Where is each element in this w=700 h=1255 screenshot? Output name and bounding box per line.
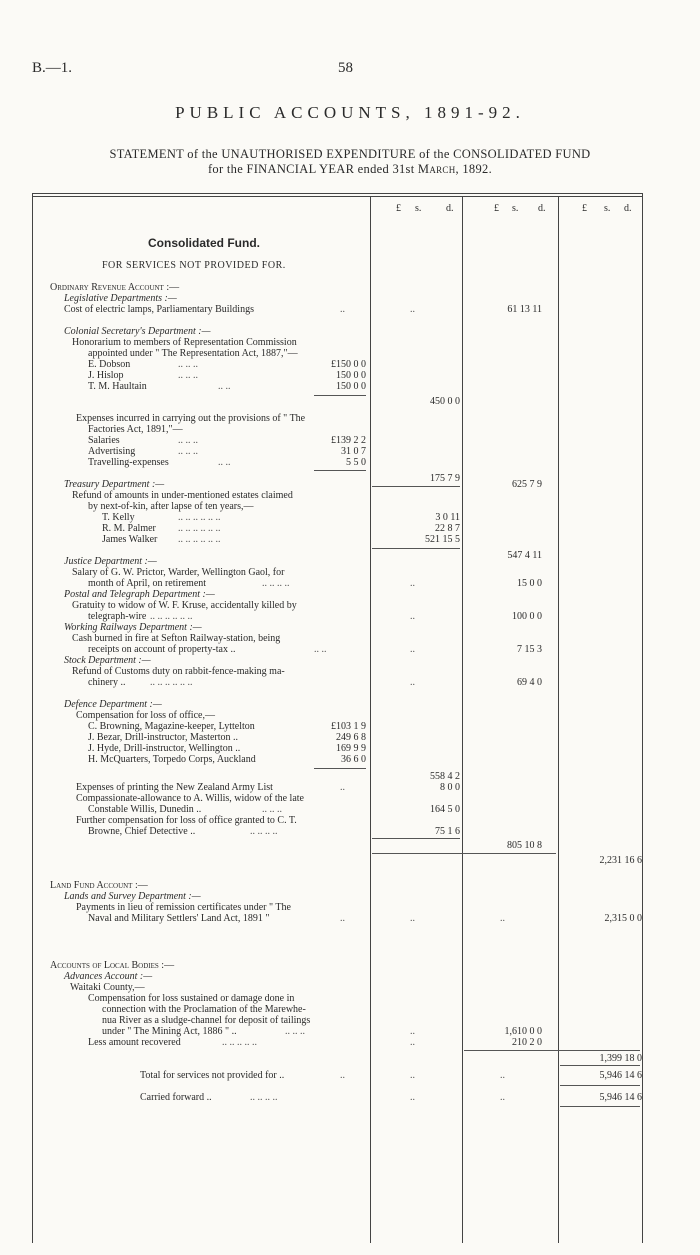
defence-dept: Defence Department :— bbox=[64, 699, 162, 710]
justice-total: 15 0 0 bbox=[517, 578, 542, 589]
carried-amount: 5,946 14 6 bbox=[599, 1092, 642, 1103]
member-name: J. Hislop bbox=[88, 370, 124, 381]
printing-line: Expenses of printing the New Zealand Army List bbox=[76, 782, 273, 793]
land-line2: Naval and Military Settlers' Land Act, 1891 " bbox=[88, 913, 270, 924]
compassionate-line2: Constable Willis, Dunedin .. bbox=[88, 804, 202, 815]
land-col2-placeholder: .. bbox=[500, 913, 505, 924]
justice-col1-placeholder: .. bbox=[410, 578, 415, 589]
factory-amount: 5 5 0 bbox=[346, 457, 366, 468]
member-name: T. M. Haultain bbox=[88, 381, 147, 392]
col1-rule bbox=[370, 196, 371, 1243]
factory-dots: .. .. bbox=[218, 457, 231, 468]
section-subtitle: FOR SERVICES NOT PROVIDED FOR. bbox=[102, 260, 286, 271]
section-title: Consolidated Fund. bbox=[148, 236, 260, 250]
table-top-rule-2 bbox=[32, 196, 642, 197]
postal-line2: telegraph-wire bbox=[88, 611, 147, 622]
defence-total: 805 10 8 bbox=[507, 840, 542, 851]
defence-amount: 36 6 0 bbox=[341, 754, 366, 765]
estate-name: James Walker bbox=[102, 534, 158, 545]
legislative-dept: Legislative Departments :— bbox=[64, 293, 177, 304]
member-amount: 150 0 0 bbox=[336, 370, 366, 381]
legislative-col1-placeholder: .. bbox=[410, 304, 415, 315]
local-line4: under " The Mining Act, 1886 " .. bbox=[102, 1026, 237, 1037]
defence-person: H. McQuarters, Torpedo Corps, Auckland bbox=[88, 754, 256, 765]
local-line3: nua River as a sludge-channel for deposit of tailings bbox=[102, 1015, 311, 1026]
defence-person: J. Hyde, Drill-instructor, Wellington .. bbox=[88, 743, 241, 754]
total-rule-2 bbox=[560, 1085, 640, 1086]
table-right-rule bbox=[642, 193, 643, 1243]
carried-col1-placeholder: .. bbox=[410, 1092, 415, 1103]
land-col1-placeholder: .. bbox=[410, 913, 415, 924]
stock-col1-placeholder: .. bbox=[410, 677, 415, 688]
subtotal-rule bbox=[314, 768, 366, 769]
local-amount-1: 1,610 0 0 bbox=[504, 1026, 542, 1037]
justice-dept: Justice Department :— bbox=[64, 556, 157, 567]
col2-pence: d. bbox=[538, 203, 546, 214]
defence-amount: 169 9 9 bbox=[336, 743, 366, 754]
treasury-line2: by next-of-kin, after lapse of ten years,— bbox=[88, 501, 254, 512]
estate-dots: .. .. .. .. .. .. bbox=[178, 512, 221, 523]
total-label: Total for services not provided for .. bbox=[140, 1070, 285, 1081]
factory-dots: .. .. .. bbox=[178, 446, 198, 457]
col2-shilling: s. bbox=[512, 203, 519, 214]
statement-title-line1: STATEMENT of the UNAUTHORISED EXPENDITURE of the CONSOLIDATED FUND bbox=[109, 147, 591, 161]
compassionate-amount: 164 5 0 bbox=[430, 804, 460, 815]
railways-total: 7 15 3 bbox=[517, 644, 542, 655]
factories-line2: Factories Act, 1891,"— bbox=[88, 424, 183, 435]
further-line1: Further compensation for loss of office granted to C. T. bbox=[76, 815, 297, 826]
defence-line1: Compensation for loss of office,— bbox=[76, 710, 215, 721]
factory-dots: .. .. .. bbox=[178, 435, 198, 446]
col3-shilling: s. bbox=[604, 203, 611, 214]
document-reference: B.—1. bbox=[32, 60, 73, 76]
railways-dots: .. .. bbox=[314, 644, 327, 655]
col3-pound: £ bbox=[582, 203, 587, 214]
col1-pence: d. bbox=[446, 203, 454, 214]
subtotal-rule bbox=[314, 395, 366, 396]
local-line1: Compensation for loss sustained or damage done in bbox=[88, 993, 295, 1004]
stock-total: 69 4 0 bbox=[517, 677, 542, 688]
justice-line1: Salary of G. W. Prictor, Warder, Wellington Gaol, for bbox=[72, 567, 285, 578]
member-name: E. Dobson bbox=[88, 359, 131, 370]
defence-amount: 249 6 8 bbox=[336, 732, 366, 743]
total-rule bbox=[560, 1065, 640, 1066]
treasury-dept: Treasury Department :— bbox=[64, 479, 165, 490]
estate-dots: .. .. .. .. .. .. bbox=[178, 534, 221, 545]
col3-rule-line bbox=[464, 1050, 640, 1051]
stock-dots: .. .. .. .. .. .. bbox=[150, 677, 193, 688]
local-col1-placeholder: .. bbox=[410, 1026, 415, 1037]
land-dept: Lands and Survey Department :— bbox=[64, 891, 201, 902]
postal-dept: Postal and Telegraph Department :— bbox=[64, 589, 215, 600]
legislative-item: Cost of electric lamps, Parliamentary Buildings bbox=[64, 304, 254, 315]
total-col2-placeholder: .. bbox=[500, 1070, 505, 1081]
table-left-rule bbox=[32, 193, 33, 1243]
factory-item: Advertising bbox=[88, 446, 136, 457]
col1-rule-line bbox=[372, 838, 460, 839]
col2-rule bbox=[462, 196, 463, 1243]
local-line2: connection with the Proclamation of the Marewhe- bbox=[102, 1004, 306, 1015]
further-line2: Browne, Chief Detective .. bbox=[88, 826, 196, 837]
colonial-total: 625 7 9 bbox=[512, 479, 542, 490]
justice-dots: .. .. .. .. bbox=[262, 578, 290, 589]
col1-shilling: s. bbox=[415, 203, 422, 214]
land-dots: .. bbox=[340, 913, 345, 924]
carried-dots: .. .. .. .. bbox=[250, 1092, 278, 1103]
estate-name: T. Kelly bbox=[102, 512, 135, 523]
page-number: 58 bbox=[338, 60, 353, 76]
land-heading: Land Fund Account :— bbox=[50, 880, 148, 891]
factories-line1: Expenses incurred in carrying out the provisions of " The bbox=[76, 413, 306, 424]
estate-amount: 22 8 7 bbox=[435, 523, 460, 534]
treasury-total: 547 4 11 bbox=[507, 550, 542, 561]
colonial-line1: Honorarium to members of Representation Commission bbox=[72, 337, 297, 348]
local-dept: Advances Account :— bbox=[64, 971, 153, 982]
defence-amount: £103 1 9 bbox=[331, 721, 366, 732]
col2-rule-line bbox=[372, 853, 556, 854]
subtotal-rule bbox=[314, 470, 366, 471]
printing-amount: 8 0 0 bbox=[440, 782, 460, 793]
postal-dots: .. .. .. .. .. .. bbox=[150, 611, 193, 622]
railways-col1-placeholder: .. bbox=[410, 644, 415, 655]
defence-person: C. Browning, Magazine-keeper, Lyttelton bbox=[88, 721, 255, 732]
justice-line2: month of April, on retirement bbox=[88, 578, 207, 589]
compassionate-dots: .. .. .. bbox=[262, 804, 282, 815]
local-col1-placeholder-2: .. bbox=[410, 1037, 415, 1048]
local-total: 1,399 18 0 bbox=[599, 1053, 642, 1064]
stock-line1: Refund of Customs duty on rabbit-fence-making ma- bbox=[72, 666, 285, 677]
railways-line2: receipts on account of property-tax .. bbox=[88, 644, 236, 655]
stock-line2: chinery .. bbox=[88, 677, 126, 688]
estate-name: R. M. Palmer bbox=[102, 523, 156, 534]
further-amount: 75 1 6 bbox=[435, 826, 460, 837]
postal-col1-placeholder: .. bbox=[410, 611, 415, 622]
stock-dept: Stock Department :— bbox=[64, 655, 151, 666]
ordinary-heading: Ordinary Revenue Account :— bbox=[50, 282, 180, 293]
colonial-dept: Colonial Secretary's Department :— bbox=[64, 326, 211, 337]
factory-item: Travelling-expenses bbox=[88, 457, 169, 468]
defence-person: J. Bezar, Drill-instructor, Masterton .. bbox=[88, 732, 238, 743]
factory-amount: £139 2 2 bbox=[331, 435, 366, 446]
factory-amount: 31 0 7 bbox=[341, 446, 366, 457]
compassionate-line1: Compassionate-allowance to A. Willis, widow of the late bbox=[76, 793, 304, 804]
local-amount-2: 210 2 0 bbox=[512, 1037, 542, 1048]
member-amount: 150 0 0 bbox=[336, 381, 366, 392]
col1-rule-line bbox=[372, 486, 460, 487]
statement-title-line2: for the FINANCIAL YEAR ended 31st March, 1892. bbox=[207, 162, 493, 176]
member-dots: .. .. bbox=[218, 381, 231, 392]
estate-dots: .. .. .. .. .. .. bbox=[178, 523, 221, 534]
carried-col2-placeholder: .. bbox=[500, 1092, 505, 1103]
total-amount: 5,946 14 6 bbox=[599, 1070, 642, 1081]
less-dots: .. .. .. .. .. bbox=[222, 1037, 257, 1048]
ordinary-grand-total: 2,231 16 6 bbox=[599, 855, 642, 866]
colonial-subtotal-2: 175 7 9 bbox=[430, 473, 460, 484]
estate-amount: 3 0 11 bbox=[435, 512, 460, 523]
postal-total: 100 0 0 bbox=[512, 611, 542, 622]
factory-item: Salaries bbox=[88, 435, 120, 446]
carried-label: Carried forward .. bbox=[140, 1092, 212, 1103]
land-line1: Payments in lieu of remission certificates under " The bbox=[76, 902, 291, 913]
defence-subtotal: 558 4 2 bbox=[430, 771, 460, 782]
page-title: PUBLIC ACCOUNTS, 1891-92. bbox=[175, 103, 525, 122]
local-heading: Accounts of Local Bodies :— bbox=[50, 960, 175, 971]
colonial-subtotal-1: 450 0 0 bbox=[430, 396, 460, 407]
carried-rule bbox=[560, 1106, 640, 1107]
legislative-dots: .. bbox=[340, 304, 345, 315]
colonial-line2: appointed under " The Representation Act, 1887,"— bbox=[88, 348, 298, 359]
col1-rule-line bbox=[372, 548, 460, 549]
legislative-total: 61 13 11 bbox=[507, 304, 542, 315]
col3-rule bbox=[558, 196, 559, 1243]
land-total: 2,315 0 0 bbox=[604, 913, 642, 924]
further-dots: .. .. .. .. bbox=[250, 826, 278, 837]
postal-line1: Gratuity to widow of W. F. Kruse, accidentally killed by bbox=[72, 600, 297, 611]
railways-line1: Cash burned in fire at Sefton Railway-station, being bbox=[72, 633, 281, 644]
total-dots: .. bbox=[340, 1070, 345, 1081]
less-recovered: Less amount recovered bbox=[88, 1037, 181, 1048]
printing-dots: .. bbox=[340, 782, 345, 793]
member-dots: .. .. .. bbox=[178, 370, 198, 381]
railways-dept: Working Railways Department :— bbox=[64, 622, 202, 633]
local-county: Waitaki County,— bbox=[70, 982, 145, 993]
member-amount: £150 0 0 bbox=[331, 359, 366, 370]
table-top-rule bbox=[32, 193, 642, 194]
col2-pound: £ bbox=[494, 203, 499, 214]
local-line4-dots: .. .. .. bbox=[285, 1026, 305, 1037]
treasury-line1: Refund of amounts in under-mentioned estates claimed bbox=[72, 490, 293, 501]
col3-pence: d. bbox=[624, 203, 632, 214]
total-col1-placeholder: .. bbox=[410, 1070, 415, 1081]
member-dots: .. .. .. bbox=[178, 359, 198, 370]
col1-pound: £ bbox=[396, 203, 401, 214]
estate-amount: 521 15 5 bbox=[425, 534, 460, 545]
